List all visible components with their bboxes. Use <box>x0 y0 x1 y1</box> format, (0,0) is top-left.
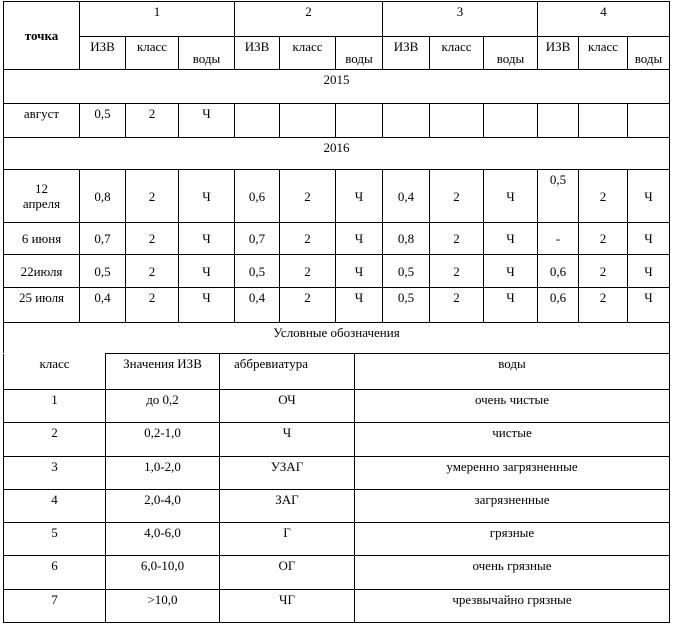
legend-header-class: класс <box>4 354 106 390</box>
legend-abbr: Ч <box>220 423 355 457</box>
data-cell: 2 <box>430 288 484 323</box>
data-cell: Ч <box>628 288 670 323</box>
legend-class: 2 <box>4 423 106 457</box>
legend-abbr: ОЧ <box>220 390 355 423</box>
data-cell: Ч <box>336 288 383 323</box>
legend-header-abbr: аббревиатура <box>220 354 355 390</box>
legend-range: до 0,2 <box>106 390 220 423</box>
legend-class: 1 <box>4 390 106 423</box>
legend-range: 4,0-6,0 <box>106 523 220 556</box>
table-row <box>4 390 670 423</box>
data-cell: Ч <box>628 170 670 223</box>
data-cell: 2 <box>280 288 336 323</box>
table-row <box>4 556 670 590</box>
data-cell: 2 <box>126 170 179 223</box>
data-cell: Ч <box>179 288 235 323</box>
legend-class: 7 <box>4 590 106 623</box>
data-cell: 0,4 <box>383 170 430 223</box>
data-cell: 0,8 <box>80 170 126 223</box>
data-cell: Ч <box>179 170 235 223</box>
col-izv-3: ИЗВ <box>383 37 430 70</box>
data-cell <box>484 104 538 138</box>
data-cell <box>579 104 628 138</box>
legend-abbr: ЧГ <box>220 590 355 623</box>
legend-water: грязные <box>355 523 670 556</box>
legend-class: 3 <box>4 457 106 490</box>
data-cell: Ч <box>484 223 538 255</box>
year-2015-row: 2015 <box>4 70 670 104</box>
data-cell <box>538 104 579 138</box>
legend-class: 4 <box>4 490 106 523</box>
data-cell: 0,7 <box>80 223 126 255</box>
data-cell: 2 <box>430 223 484 255</box>
point-1-header: 1 <box>80 2 235 37</box>
legend-abbr: Г <box>220 523 355 556</box>
data-cell: 0,5 <box>538 170 579 223</box>
col-class-4: класс <box>579 37 628 70</box>
data-cell: 2 <box>126 288 179 323</box>
data-cell: 2 <box>430 170 484 223</box>
data-cell: Ч <box>484 170 538 223</box>
data-cell <box>235 104 280 138</box>
data-cell: 0,4 <box>235 288 280 323</box>
data-cell: 0,8 <box>383 223 430 255</box>
date-cell: 22июля <box>4 255 80 288</box>
data-cell: Ч <box>179 255 235 288</box>
data-cell: 2 <box>430 255 484 288</box>
legend-range: 2,0-4,0 <box>106 490 220 523</box>
data-cell: 0,5 <box>383 288 430 323</box>
data-cell <box>383 104 430 138</box>
col-water-2: воды <box>336 37 383 70</box>
table-row <box>4 223 670 255</box>
legend-class: 5 <box>4 523 106 556</box>
table-row <box>4 288 670 323</box>
legend-class: 6 <box>4 556 106 590</box>
data-cell: Ч <box>484 288 538 323</box>
table-row <box>4 490 670 523</box>
legend-table <box>3 353 670 623</box>
legend-abbr: УЗАГ <box>220 457 355 490</box>
data-cell: Ч <box>179 104 235 138</box>
table-row <box>4 170 670 223</box>
monitoring-table <box>3 1 670 353</box>
data-cell <box>280 104 336 138</box>
table-row <box>4 255 670 288</box>
data-cell: 0,5 <box>383 255 430 288</box>
legend-water: чистые <box>355 423 670 457</box>
legend-title: Условные обозначения <box>4 323 670 353</box>
date-cell: август <box>4 104 80 138</box>
data-cell: 2 <box>579 223 628 255</box>
data-cell: Ч <box>336 223 383 255</box>
table-row <box>4 523 670 556</box>
data-cell: 2 <box>579 170 628 223</box>
legend-range: 1,0-2,0 <box>106 457 220 490</box>
legend-header-range: Значения ИЗВ <box>106 354 220 390</box>
data-cell: 0,6 <box>235 170 280 223</box>
table-row <box>4 423 670 457</box>
legend-water: умеренно загрязненные <box>355 457 670 490</box>
data-cell: Ч <box>336 170 383 223</box>
col-class-1: класс <box>126 37 179 70</box>
date-cell: 12 апреля <box>4 170 80 223</box>
data-cell: Ч <box>484 255 538 288</box>
legend-water: загрязненные <box>355 490 670 523</box>
data-cell: 2 <box>280 255 336 288</box>
point-header: точка <box>4 2 80 70</box>
data-cell: 0,5 <box>80 255 126 288</box>
data-cell: 2 <box>126 223 179 255</box>
data-cell: 0,6 <box>538 288 579 323</box>
year-2016-row: 2016 <box>4 138 670 170</box>
data-cell: 2 <box>126 104 179 138</box>
date-cell: 25 июля <box>4 288 80 323</box>
data-cell: 2 <box>280 223 336 255</box>
legend-range: 0,2-1,0 <box>106 423 220 457</box>
col-izv-1: ИЗВ <box>80 37 126 70</box>
data-cell: Ч <box>628 255 670 288</box>
data-cell: 0,5 <box>80 104 126 138</box>
table-row <box>4 104 670 138</box>
data-cell: - <box>538 223 579 255</box>
data-cell: 2 <box>579 255 628 288</box>
legend-water: очень чистые <box>355 390 670 423</box>
data-cell <box>430 104 484 138</box>
data-cell: 0,5 <box>235 255 280 288</box>
data-cell: Ч <box>179 223 235 255</box>
data-cell: 0,6 <box>538 255 579 288</box>
legend-range: >10,0 <box>106 590 220 623</box>
legend-water: очень грязные <box>355 556 670 590</box>
data-cell: 0,4 <box>80 288 126 323</box>
point-2-header: 2 <box>235 2 383 37</box>
col-water-4: воды <box>628 37 670 70</box>
point-4-header: 4 <box>538 2 670 37</box>
data-cell: Ч <box>336 255 383 288</box>
col-water-1: воды <box>179 37 235 70</box>
table-row <box>4 590 670 623</box>
legend-abbr: ОГ <box>220 556 355 590</box>
data-cell: Ч <box>628 223 670 255</box>
legend-water: чрезвычайно грязные <box>355 590 670 623</box>
col-class-2: класс <box>280 37 336 70</box>
data-cell: 0,7 <box>235 223 280 255</box>
date-cell: 6 июня <box>4 223 80 255</box>
data-cell <box>336 104 383 138</box>
data-cell: 2 <box>280 170 336 223</box>
legend-abbr: ЗАГ <box>220 490 355 523</box>
data-cell: 2 <box>126 255 179 288</box>
legend-range: 6,0-10,0 <box>106 556 220 590</box>
legend-header-water: воды <box>355 354 670 390</box>
data-cell: 2 <box>579 288 628 323</box>
table-row <box>4 457 670 490</box>
col-class-3: класс <box>430 37 484 70</box>
data-cell <box>628 104 670 138</box>
col-izv-4: ИЗВ <box>538 37 579 70</box>
col-water-3: воды <box>484 37 538 70</box>
point-3-header: 3 <box>383 2 538 37</box>
col-izv-2: ИЗВ <box>235 37 280 70</box>
